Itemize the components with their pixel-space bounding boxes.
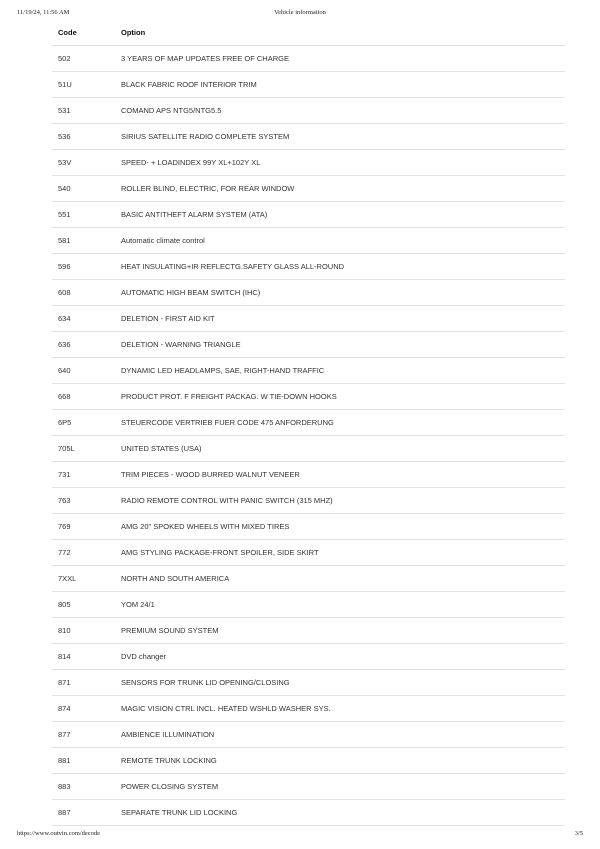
option-code: 763 [52,488,115,514]
option-description: AUTOMATIC HIGH BEAM SWITCH (IHC) [115,280,565,306]
option-code: 502 [52,46,115,72]
table-row [52,592,565,618]
table-row [52,722,565,748]
option-description: POWER CLOSING SYSTEM [115,774,565,800]
table-row [52,358,565,384]
column-header-option: Option [115,20,565,46]
option-code: 6P5 [52,410,115,436]
option-description: SPEED- + LOADINDEX 99Y XL+102Y XL [115,150,565,176]
print-footer [0,830,600,842]
option-code: 883 [52,774,115,800]
table-row [52,436,565,462]
option-code: 608 [52,280,115,306]
option-description: BASIC ANTITHEFT ALARM SYSTEM (ATA) [115,202,565,228]
option-description: DELETION - FIRST AID KIT [115,306,565,332]
option-code: 51U [52,72,115,98]
option-description: DELETION - WARNING TRIANGLE [115,332,565,358]
print-title: Vehicle information [274,9,326,16]
option-code: 596 [52,254,115,280]
table-row [52,514,565,540]
table-row [52,124,565,150]
table-row [52,462,565,488]
option-code: 810 [52,618,115,644]
table-row [52,410,565,436]
table-row [52,566,565,592]
table-row [52,280,565,306]
options-table-body [52,46,565,826]
option-code: 887 [52,800,115,826]
option-description: REMOTE TRUNK LOCKING [115,748,565,774]
column-header-code: Code [52,20,115,46]
table-row [52,176,565,202]
option-description: NORTH AND SOUTH AMERICA [115,566,565,592]
option-code: 881 [52,748,115,774]
option-description: SIRIUS SATELLITE RADIO COMPLETE SYSTEM [115,124,565,150]
option-code: 769 [52,514,115,540]
option-code: 536 [52,124,115,150]
option-code: 640 [52,358,115,384]
table-row [52,384,565,410]
option-code: 551 [52,202,115,228]
option-code: 531 [52,98,115,124]
table-row [52,98,565,124]
table-row [52,540,565,566]
option-description: TRIM PIECES - WOOD BURRED WALNUT VENEER [115,462,565,488]
option-code: 634 [52,306,115,332]
option-code: 814 [52,644,115,670]
option-description: SEPARATE TRUNK LID LOCKING [115,800,565,826]
table-row [52,72,565,98]
option-code: 874 [52,696,115,722]
option-description: AMG 20" SPOKED WHEELS WITH MIXED TIRES [115,514,565,540]
option-code: 731 [52,462,115,488]
option-description: SENSORS FOR TRUNK LID OPENING/CLOSING [115,670,565,696]
table-row [52,488,565,514]
option-description: RADIO REMOTE CONTROL WITH PANIC SWITCH (315 MHZ) [115,488,565,514]
option-description: AMBIENCE ILLUMINATION [115,722,565,748]
table-row [52,150,565,176]
table-row [52,228,565,254]
options-table [52,20,565,826]
option-code: 581 [52,228,115,254]
option-code: 540 [52,176,115,202]
table-row [52,748,565,774]
table-row [52,618,565,644]
option-description: ROLLER BLIND, ELECTRIC, FOR REAR WINDOW [115,176,565,202]
option-code: 772 [52,540,115,566]
table-row [52,774,565,800]
page-number: 3/5 [574,830,583,837]
table-row [52,202,565,228]
option-description: BLACK FABRIC ROOF INTERIOR TRIM [115,72,565,98]
option-description: UNITED STATES (USA) [115,436,565,462]
option-description: HEAT INSULATING+IR REFLECTG.SAFETY GLASS ALL-ROUND [115,254,565,280]
table-row [52,254,565,280]
table-row [52,696,565,722]
table-row [52,644,565,670]
table-row [52,332,565,358]
print-url: https://www.outvin.com/decode [17,830,100,837]
option-code: 53V [52,150,115,176]
option-description: YOM 24/1 [115,592,565,618]
option-code: 7XXL [52,566,115,592]
option-description: 3 YEARS OF MAP UPDATES FREE OF CHARGE [115,46,565,72]
option-description: MAGIC VISION CTRL INCL. HEATED WSHLD WASHER SYS. [115,696,565,722]
option-description: COMAND APS NTG5/NTG5.5 [115,98,565,124]
print-datetime: 11/19/24, 11:56 AM [17,9,70,16]
option-description: AMG STYLING PACKAGE-FRONT SPOILER, SIDE SKIRT [115,540,565,566]
option-code: 668 [52,384,115,410]
table-row [52,670,565,696]
table-row [52,306,565,332]
option-code: 871 [52,670,115,696]
option-description: STEUERCODE VERTRIEB FUER CODE 475 ANFORDERUNG [115,410,565,436]
table-header-row [52,20,565,46]
option-code: 705L [52,436,115,462]
table-row [52,800,565,826]
option-code: 805 [52,592,115,618]
option-description: PREMIUM SOUND SYSTEM [115,618,565,644]
option-code: 636 [52,332,115,358]
option-code: 877 [52,722,115,748]
option-description: PRODUCT PROT. F FREIGHT PACKAG. W TIE-DOWN HOOKS [115,384,565,410]
option-description: DVD changer [115,644,565,670]
option-description: Automatic climate control [115,228,565,254]
option-description: DYNAMIC LED HEADLAMPS, SAE, RIGHT-HAND TRAFFIC [115,358,565,384]
table-row [52,46,565,72]
